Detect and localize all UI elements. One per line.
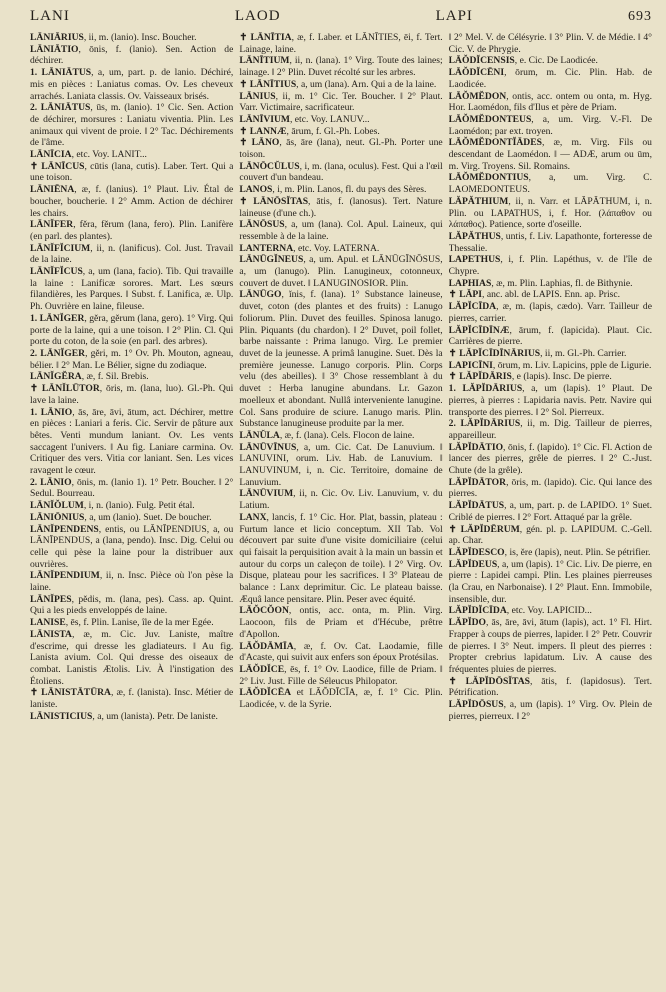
- entry-headword: ✝ LĀNISTĀTŪRA: [30, 687, 111, 699]
- entry-headword: 1. LĂPĬDĀRIUS: [448, 383, 523, 395]
- entry-definition: , fěra, fěrum (lana, fero). Plin. Lanifère (en parl. des plantes).: [30, 219, 234, 242]
- dictionary-entry: [449, 699, 652, 722]
- entry-headword: LĀNŪGĬNEUS: [239, 254, 304, 266]
- entry-headword: LĂPĬDEUS: [448, 558, 498, 570]
- header-right-word: LAPI: [435, 8, 473, 24]
- entry-definition: , ontis, acc. ontem ou onta, m. Hyg. Hor. Laomédon, fils d'Ilus et père de Priam.: [448, 90, 652, 114]
- entry-headword: LANX: [239, 511, 267, 523]
- entry-definition: , ōrum, m. Cic. Plin. Hab. de Laodicée.: [448, 67, 652, 90]
- entry-headword: LĀNISTA: [30, 628, 72, 640]
- column-1: [30, 32, 233, 992]
- entry-headword: ✝ LĂPĬDĒRUM: [448, 523, 520, 535]
- entry-definition: , ōris, m. (lana, luo). Gl.-Ph. Qui lave la laine.: [30, 383, 234, 406]
- dictionary-entry: [30, 477, 233, 500]
- dictionary-entry: [239, 184, 442, 196]
- entry-definition: , ii, m. Gl.-Ph. Carrier.: [540, 347, 627, 359]
- entry-definition: , a, um (lanista). Petr. De laniste.: [92, 710, 218, 722]
- dictionary-entry: [449, 196, 652, 231]
- dictionary-entry: [30, 594, 233, 617]
- entry-definition: , ii, n. Varr. et LĂPĂTHUM, i, n. Plin. ou LAPATHUS, i, f. Hor. (λάπαθον ou λάπαθος). Patience, sorte d'oseille.: [448, 195, 652, 231]
- header-left-word: LANI: [30, 8, 70, 24]
- entry-definition: , is, ĕre (lapis), neut. Plin. Se pétrifier.: [504, 546, 651, 558]
- entry-headword: LĀŎDĬCĒNI: [448, 67, 505, 79]
- entry-definition: , ii, m. Dig. Tailleur de pierres, appareilleur.: [448, 418, 652, 441]
- entry-definition: , etc. Voy. LATERNA.: [293, 242, 380, 254]
- dictionary-entry: [30, 371, 233, 383]
- entry-headword: 2. LĀNIO: [30, 476, 72, 488]
- entry-headword: LĂPĬDŌSUS: [448, 699, 504, 711]
- entry-headword: LAPETHUS: [448, 254, 501, 266]
- column-3: [449, 32, 652, 992]
- dictionary-entry: [239, 605, 442, 640]
- entry-headword: LĀNŪVĪNUS: [239, 441, 297, 453]
- dictionary-entry: [449, 67, 652, 90]
- entry-headword: LANOS: [239, 184, 273, 196]
- entry-definition: , ātis, f. (lapidosus). Tert. Pétrification.: [448, 675, 652, 699]
- dictionary-entry: [449, 383, 652, 418]
- entry-headword: LĀŎCŎON: [239, 605, 289, 617]
- dictionary-entry: [449, 477, 652, 500]
- entry-definition: , æ, f. Sil. Brebis.: [81, 371, 149, 383]
- entry-headword: LAPHIAS: [448, 277, 492, 289]
- entry-definition: , ii, m. 1° Cic. Ter. Boucher. ‖ 2° Plaut. Varr. Victimaire, sacrificateur.: [239, 90, 443, 114]
- entry-headword: LĀNIŌNIUS: [30, 511, 85, 523]
- dictionary-entry: [30, 266, 233, 313]
- dictionary-entry: [449, 418, 652, 441]
- entry-headword: 2. LĂPĬDĀRIUS: [448, 418, 521, 430]
- entry-definition: , a, um. Virg. V.-Fl. De Laomédon; par ext. troyen.: [448, 113, 652, 137]
- entry-definition: , a, um. Apul. et LĀNŪGĬNŌSUS, a, um (lanugo). Plin. Lanugineux, cotonneux, couvert de duvet. ‖ LANUGINOSIOR. Plin.: [239, 254, 443, 289]
- dictionary-entry: [30, 383, 233, 406]
- entry-definition: , ōrum, m. Liv. Lapicins, pple de Ligurie.: [492, 359, 652, 371]
- entry-definition: , a, um (lapis). 1° Plaut. De pierres, à pierres : Lapidaria navis. Petr. Navire qui transporte des pierres. ‖ 2° Sol. Pierreux.: [448, 383, 652, 418]
- entry-headword: LĀNĬFĬCIUM: [30, 242, 91, 254]
- entry-headword: ✝ LĂPĬCĪDĪNĀRIUS: [448, 347, 541, 359]
- dictionary-entry: [449, 325, 652, 348]
- dictionary-entry: [449, 231, 652, 254]
- entry-headword: ✝ LĀNĪCUS: [30, 160, 85, 172]
- dictionary-entry: [239, 114, 442, 126]
- entry-headword: LĂPĬDESCO: [448, 546, 505, 558]
- dictionary-entry: [449, 547, 652, 559]
- entry-headword: 1. LĀNIO: [30, 406, 73, 418]
- entry-headword: LĀNIĀTIO: [30, 43, 79, 55]
- entry-headword: LĂPĬCĪDĪNÆ: [448, 324, 510, 336]
- entry-headword: LĀNĪTIUM: [239, 55, 290, 67]
- dictionary-entry: [30, 102, 233, 149]
- entry-definition: , ātis, f. (lanosus). Tert. Nature laineuse (d'une ch.).: [239, 195, 443, 219]
- entry-definition: , anc. abl. de LAPIS. Enn. ap. Prisc.: [482, 289, 621, 301]
- dictionary-entry: [239, 488, 442, 511]
- dictionary-entry: [449, 605, 652, 617]
- entry-headword: LANTERNA: [239, 242, 294, 254]
- entry-definition: , i, f. Plin. Lapéthus, v. de l'île de Chypre.: [448, 254, 652, 278]
- entry-definition: , ii, n. Cic. Ov. Liv. Lanuvium, v. du Latium.: [239, 488, 443, 512]
- entry-definition: , æ, f. Ov. Cat. Laodamie, fille d'Acaste, qui suivit aux enfers son époux Protésilas.: [239, 640, 443, 664]
- entry-headword: LĀNŪGO: [239, 289, 282, 301]
- entry-headword: LĂPĬDĀTIO: [448, 441, 504, 453]
- entry-definition: , ōris, m. (lapido). Cic. Qui lance des pierres.: [448, 476, 652, 500]
- entry-headword: LĂPĬDĀTUS: [448, 500, 505, 512]
- entry-headword: LANISE: [30, 617, 66, 629]
- entry-definition: , a, um (lapis). 1° Virg. Ov. Plein de pierres, pierreux. ‖ 2°: [448, 699, 652, 722]
- entry-headword: LĀNĬPENDIUM: [30, 570, 100, 582]
- entry-headword: LĀNŌCŬLUS: [239, 160, 300, 172]
- entry-definition: , ii, n. (lana). 1° Virg. Toute des laines; lainage. ‖ 2° Plin. Duvet récolté sur les arbres.: [239, 55, 443, 79]
- dictionary-entry: [239, 243, 442, 255]
- dictionary-entry: [449, 617, 652, 676]
- entry-definition: , untis, f. Liv. Lapathonte, forteresse de Thessalie.: [448, 230, 652, 254]
- entry-definition: , æ, f. Laber. et LĀNĪTIES, ēi, f. Tert. Lainage, laine.: [239, 32, 443, 55]
- entry-definition: , ii, n. (lanificus). Col. Just. Travail de la laine.: [30, 242, 234, 266]
- entry-definition: , gén. pl. p. LAPIDUM. C.-Gell. ap. Char.: [448, 523, 652, 547]
- entry-definition: , cūtis (lana, cutis). Laber. Tert. Qui a une toison.: [30, 160, 234, 184]
- entry-definition: , æ, f. (lanius). 1° Plaut. Liv. Étal de boucher, boucherie. ‖ 2° Amm. Action de déchirer les chairs.: [30, 184, 234, 219]
- dictionary-entry: [30, 313, 233, 348]
- dictionary-entry: [30, 617, 233, 629]
- dictionary-entry: [449, 676, 652, 699]
- dictionary-entry: [239, 219, 442, 242]
- dictionary-entry: [449, 559, 652, 606]
- dictionary-entry: [239, 430, 442, 442]
- entry-definition: , ās, āre, āvi, ātum (lapis), act. 1° Fl. Hirt. Frapper à coups de pierres, lapider. ‖ 2° Petr. Couvrir de pierres. ‖ 3° Neut. impers. Il pleut des pierres : Propter crebrius lapidatum. Liv. A cause des fréquentes pluies de pierres.: [448, 617, 652, 675]
- dictionary-entry: [239, 32, 442, 55]
- dictionary-entry: [239, 641, 442, 664]
- entry-headword: LĂPĬDĬCĪDA: [448, 605, 507, 617]
- entry-headword: LĀNĬPES: [30, 593, 72, 605]
- entry-headword: LĀNŪVIUM: [239, 488, 294, 500]
- dictionary-entry: [30, 219, 233, 242]
- entry-definition: , æ, m. (lapis, cædo). Varr. Tailleur de pierres, carrier.: [448, 301, 652, 324]
- entry-headword: LĀŎDĬCĒA: [239, 687, 292, 699]
- entry-headword: LĀŎDĬCENSIS: [448, 55, 515, 67]
- entry-definition: , a, um. Virg. C. LAOMEDONTEUS.: [448, 172, 652, 196]
- entry-definition: , e. Cic. De Laodicée.: [514, 55, 598, 67]
- entry-definition: , a, um (lanio). Suet. De boucher.: [84, 511, 212, 523]
- entry-definition: , a, um (lana). Arn. Qui a de la laine.: [296, 78, 437, 90]
- entry-headword: ✝ LĂPĬDŌSĬTAS: [448, 675, 530, 687]
- dictionary-entry: [449, 371, 652, 383]
- entry-headword: LĀNIUS: [239, 90, 276, 102]
- entry-headword: LĀNĬFĬCUS: [30, 266, 83, 278]
- column-2: [239, 32, 442, 992]
- entry-headword: LĂPĬCĪDA: [448, 301, 497, 313]
- entry-headword: LĂPĬDO: [448, 617, 486, 629]
- dictionary-entry: [30, 500, 233, 512]
- entry-headword: ✝ LĀNĪTIUS: [239, 78, 297, 90]
- dictionary-entry: [449, 278, 652, 290]
- entry-definition: , gěri, m. 1° Ov. Ph. Mouton, agneau, bélier. ‖ 2° Man. Le Bélier, signe du zodiaque.: [30, 347, 234, 371]
- dictionary-entry: [30, 161, 233, 184]
- dictionary-entry: [239, 79, 442, 91]
- entry-definition: , æ, m. Virg. Fils ou descendant de Laomédon. ‖ — ADÆ, arum ou ūm, m. Virg. Troyens. Sil. Romains.: [448, 137, 652, 172]
- entry-definition: , i, n. (lanio). Fulg. Petit étal.: [83, 500, 195, 512]
- entry-headword: LĀNĬFER: [30, 219, 74, 231]
- entry-definition: , ēs, f. 1° Ov. Laodice, fille de Priam. ‖ 2° Liv. Just. Fille de Séleucus Philopator.: [239, 663, 443, 687]
- entry-headword: ✝ LĂPI: [448, 289, 483, 301]
- dictionary-entry: [449, 348, 652, 360]
- entry-headword: 1. LĀNIĀTUS: [30, 67, 92, 79]
- entry-definition: , ĭnis, f. (lana). 1° Substance laineuse, duvet, coton (des plantes et des fruits) : Lanugo foliorum. Plin. Duvet des feuilles. Spinosa lanugo. Plin. Piquants (du chardon). ‖ 2° Duvet, poil follet, barbe naissante : Prima lanugo. Virg. Le premier duvet de la jeunesse. A primâ lanugine. Suet. Dès la première jeunesse. Lanugo corporis. Plin. Corps velu (des abeilles). ‖ 3° Chose ressemblant à du duvet : Herba lanugine abundans. Lr. Gazon moelleux et abondant. Nullâ interveniente lanugine. Col. Sans produire de sciure. Lanugo maris. Plin. Substance lanugineuse produite par la mer.: [239, 289, 443, 430]
- dictionary-entry: [449, 500, 652, 523]
- dictionary-entry: [30, 512, 233, 524]
- dictionary-entry: [239, 687, 442, 710]
- entry-definition: , ii, m. (lanio). Insc. Boucher.: [83, 32, 197, 43]
- entry-headword: ✝ LĀNO: [239, 137, 280, 149]
- dictionary-entry: [239, 196, 442, 219]
- entry-definition: , ēs, f. Plin. Lanise, île de la mer Egée.: [65, 617, 214, 629]
- entry-definition: , ōnis, f. (lanio). Sen. Action de déchirer.: [30, 43, 234, 67]
- dictionary-entry: [239, 254, 442, 289]
- dictionary-entry: [30, 711, 233, 723]
- entry-definition: , a, um (lana). Col. Apul. Laineux, qui ressemble à de la laine.: [239, 219, 443, 242]
- entry-definition: , ūs, m. (lanio). 1° Cic. Sen. Action de déchirer, morsures : Laniatu viventia. Plin. Les animaux qui vivent de proie. ‖ 2° Tac. Déchirements de l'âme.: [30, 102, 234, 149]
- dictionary-entry: [239, 664, 442, 687]
- dictionary-entry: [30, 32, 233, 44]
- dictionary-entry: [449, 524, 652, 547]
- dictionary-entry: [449, 301, 652, 324]
- entry-headword: ✝ LĀNŌSĬTAS: [239, 195, 309, 207]
- entry-headword: LĀNĪVIUM: [239, 113, 290, 125]
- dictionary-entry: [449, 172, 652, 195]
- dictionary-entry: [449, 254, 652, 277]
- entry-headword: LĀŎMĔDON: [448, 90, 507, 102]
- entry-definition: , ōnis, m. (lanio 1). 1° Petr. Boucher. ‖ 2° Sedul. Bourreau.: [30, 476, 234, 500]
- entry-definition: , a, um, part. p. de lanio. Déchiré, mis en pièces : Laniatus comas. Ov. Les cheveux arrachés. Laniata classis. Ov. Vaisseaux brisés.: [30, 67, 234, 102]
- entry-headword: LAPICĪNI: [448, 359, 493, 371]
- entry-headword: LĀNĬPENDENS: [30, 523, 99, 535]
- dictionary-entry: [449, 137, 652, 172]
- entry-definition: , ārum, f. Gl.-Ph. Lobes.: [286, 125, 380, 137]
- entry-definition: , æ, m. Plin. Laphias, fl. de Bithynie.: [491, 277, 633, 289]
- entry-headword: 2. LĀNĬGER: [30, 347, 86, 359]
- entry-headword: LĀŎDĬCE: [239, 663, 285, 675]
- entry-definition: , etc. Voy. LANIT...: [71, 149, 147, 161]
- dictionary-entry: [30, 184, 233, 219]
- dictionary-entry: [30, 570, 233, 593]
- entry-headword: LĀŎMĔDONTIUS: [448, 172, 529, 184]
- entry-headword: ✝ LĀNĪTIA: [239, 32, 292, 43]
- entry-definition: , e (lapis). Insc. De pierre.: [511, 371, 612, 383]
- entry-headword: 1. LĀNĬGER: [30, 312, 85, 324]
- entry-headword: LĀNIĒNA: [30, 184, 75, 196]
- dictionary-entry: [30, 243, 233, 266]
- entry-headword: LĀNISTICIUS: [30, 710, 93, 722]
- dictionary-entry: [449, 289, 652, 301]
- dictionary-entry: [449, 114, 652, 137]
- entry-definition: , ii, n. Insc. Pièce où l'on pèse la laine.: [30, 570, 234, 594]
- entry-columns: [30, 32, 652, 992]
- entry-definition: , lancis, f. 1° Cic. Hor. Plat, bassin, plateau : Furtum lance et licio conceptum. XII Tab. Vol découvert par suite d'une visite domiciliaire (celui qui faisait la perquisition avait à la main un bassin et autour du corps un caleçon de toile). ‖ 2° Virg. Ov. Disque, plateau pour les sacrifices. ‖ 3° Plateau de balance : Lanx deprimitur. Cic. Le plateau baisse. Æquâ lance pensitare. Plin. Peser avec équité.: [239, 511, 443, 605]
- dictionary-entry: [239, 512, 442, 606]
- dictionary-entry: [449, 32, 652, 55]
- entry-definition: , ōnis, f. (lapido). 1° Cic. Fl. Action de lancer des pierres, grêle de pierres. ‖ 2° C.-Just. Chute (de la grêle).: [448, 441, 652, 477]
- entry-headword: ✝ LĂPĬDĀRIS: [448, 371, 512, 383]
- entry-definition: , a, um (lana, facio). Tib. Qui travaille la laine : Lanificæ sorores. Mart. Les sœurs filandières, les Parques. ‖ Subst. f. Lanifica, æ. Ulp. Ph. Ouvrière en laine, fileuse.: [30, 266, 234, 313]
- page-number: 693: [627, 9, 652, 24]
- dictionary-entry: [239, 289, 442, 429]
- dictionary-entry: [449, 91, 652, 114]
- entry-headword: LĀNŌSUS: [239, 219, 285, 231]
- entry-definition: , entis, ou LĀNĬPENDIUS, a, ou LĀNĬPENDUS, a (lana, pendo). Insc. Dig. Celui ou celle qui pèse la laine pour la distribuer aux ouvrières.: [30, 523, 234, 570]
- entry-definition: ‖ 2° Mel. V. de Célésyrie. ‖ 3° Plin. V. de Médie. ‖ 4° Cic. V. de Phrygie.: [448, 32, 652, 55]
- entry-headword: ✝ LĀNĬLŪTOR: [30, 383, 100, 395]
- entry-headword: LĀNĬŎLUM: [30, 500, 84, 512]
- entry-headword: LĀNIĀRIUS: [30, 32, 84, 43]
- entry-definition: , ās, āre (lana), neut. Gl.-Ph. Porter une toison.: [239, 137, 443, 161]
- dictionary-entry: [30, 67, 233, 102]
- entry-headword: LĀŎDĀMĪA: [239, 640, 294, 652]
- entry-headword: LĀNĪCIA: [30, 149, 72, 161]
- dictionary-entry: [239, 442, 442, 489]
- entry-definition: , a, um (lapis). 1° Cic. Liv. De pierre, en pierre : Lapidei campi. Plin. Les plaines pierreuses (la Crau, en Narbonaise). ‖ 2° Plaut. Enn. Immobile, insensible, dur.: [448, 558, 652, 605]
- entry-definition: , a, um. Cic. Cat. De Lanuvium. ‖ LANUVINI, orum. Liv. Hab. de Lanuvium. ‖ LANUVINUM, i, n. Cic. Territoire, domaine de Lanuvium.: [239, 441, 443, 488]
- dictionary-entry: [449, 360, 652, 372]
- entry-definition: , etc. Voy. LAPICID...: [506, 605, 592, 617]
- dictionary-entry: [449, 442, 652, 477]
- entry-definition: , pědis, m. (lana, pes). Cass. ap. Quint. Qui a les pieds enveloppés de laine.: [30, 593, 234, 617]
- dictionary-entry: [449, 55, 652, 67]
- entry-definition: , ārum, f. (lapicida). Plaut. Cic. Carrières de pierre.: [448, 324, 652, 348]
- entry-definition: , æ, f. (lana). Cels. Flocon de laine.: [279, 429, 415, 441]
- dictionary-entry: [239, 55, 442, 78]
- entry-headword: LĂPĬDĀTOR: [448, 476, 507, 488]
- entry-definition: , ontis, acc. onta, m. Plin. Virg. Laocoon, fils de Priam et d'Hécube, prêtre d'Apollon.: [239, 605, 443, 640]
- entry-headword: LĂPĂTHIUM: [448, 195, 509, 207]
- entry-definition: , ās, āre, āvi, ātum, act. Déchirer, mettre en pièces : Laniari a feris. Cic. Servir de pâture aux bêtes. Venti mundum laniant. Ov. Les vents saccagent l'univers. ‖ Au fig. Laniare carmina. Ov. Critiquer des vers. Vitia cor laniant. Sen. Les vices ravagent le cœur.: [30, 406, 234, 477]
- dictionary-entry: [30, 407, 233, 477]
- entry-definition: , a, um, part. p. de LAPIDO. 1° Suet. Criblé de pierres. ‖ 2° Fort. Attaqué par la grêle.: [448, 500, 652, 523]
- entry-definition: , i, m. Plin. Lanos, fl. du pays des Sères.: [272, 184, 427, 196]
- dictionary-entry: [30, 524, 233, 571]
- dictionary-entry: [30, 629, 233, 688]
- entry-definition: , etc. Voy. LANUV...: [289, 113, 370, 125]
- page-header: [30, 8, 652, 32]
- entry-definition: , æ, m. Cic. Juv. Laniste, maître d'escrime, qui dresse les gladiateurs. ‖ Au fig. Lanista avium. Col. Qui dresse des oiseaux de combat. Lanistis Ætolis. Liv. À l'instigation des Étoliens.: [30, 628, 234, 687]
- header-center-word: LAOD: [234, 8, 281, 24]
- entry-headword: LĀNĬGĔRA: [30, 371, 82, 383]
- dictionary-entry: [30, 687, 233, 710]
- entry-headword: LĂPĂTHUS: [448, 230, 501, 242]
- dictionary-entry: [30, 348, 233, 371]
- entry-definition: , æ, f. (lanista). Insc. Métier de laniste.: [30, 687, 234, 711]
- entry-headword: LĀŎMĔDONTEUS: [448, 113, 532, 125]
- entry-headword: LĀNŬLA: [239, 429, 280, 441]
- entry-definition: , i, m. (lana, oculus). Fest. Qui a l'œil couvert d'un bandeau.: [239, 160, 443, 184]
- entry-headword: ✝ LANNÆ: [239, 125, 287, 137]
- dictionary-entry: [239, 137, 442, 160]
- entry-headword: 2. LĀNIĀTUS: [30, 102, 91, 114]
- dictionary-entry: [239, 91, 442, 114]
- dictionary-entry: [30, 44, 233, 67]
- dictionary-entry: [239, 126, 442, 138]
- dictionary-entry: [30, 149, 233, 161]
- entry-definition: , gěra, gěrum (lana, gero). 1° Virg. Qui porte de la laine, qui a une toison. ‖ 2° Plin. Cl. Qui porte du coton, de la soie (en parl. des arbres).: [30, 312, 234, 348]
- entry-headword: LĀŎMĔDONTĬĀDES: [448, 137, 542, 149]
- dictionary-entry: [239, 161, 442, 184]
- entry-definition: et LĀŎDĬCĪA, æ, f. 1° Cic. Plin. Laodicée, v. de la Syrie.: [239, 687, 443, 711]
